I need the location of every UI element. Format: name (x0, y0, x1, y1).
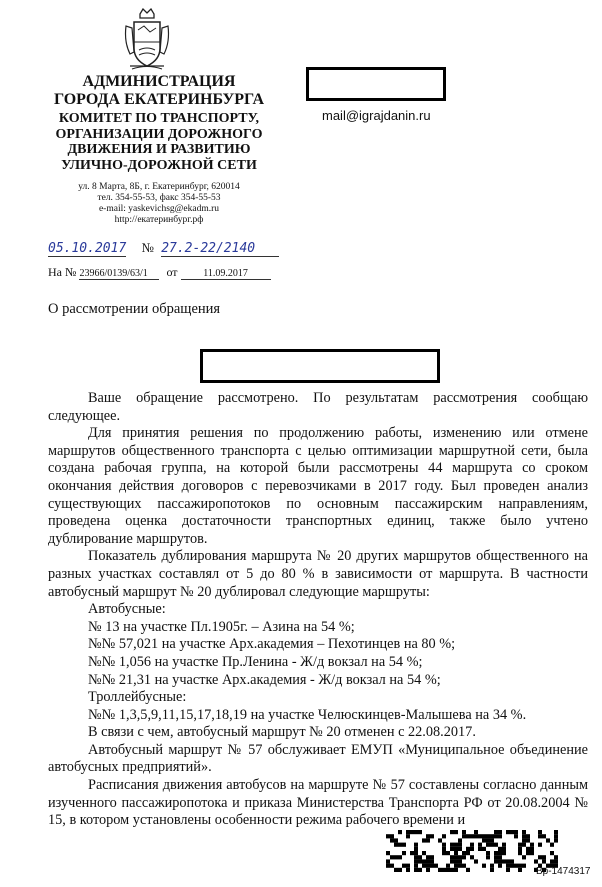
redacted-addressee (200, 349, 440, 383)
paragraph: Ваше обращение рассмотрено. По результатам рассмотрения сообщаю следующее. (48, 390, 588, 424)
trolleybus-routes-label: Троллейбусные: (88, 689, 187, 706)
recipient-email: mail@igrajdanin.ru (322, 108, 431, 123)
dept-line: ОРГАНИЗАЦИИ ДОРОЖНОГО (55, 126, 263, 142)
address-line: тел. 354-55-53, факс 354-55-53 (97, 192, 221, 203)
org-line-2: ГОРОДА ЕКАТЕРИНБУРГА (53, 91, 265, 109)
ref-from-label: от (166, 265, 178, 279)
list-item: № 13 на участке Пл.1905г. – Азина на 54 %; (88, 618, 355, 635)
list-item: №№ 57,021 на участке Арх.академия – Пехотинцев на 80 %; (88, 636, 456, 653)
ref-label: На № (48, 265, 77, 279)
ref-number: 23966/0139/63/1 (79, 268, 159, 280)
address-line: http://екатеринбург.рф (114, 214, 204, 225)
paragraph: Автобусный маршрут № 57 обслуживает ЕМУП «Муниципальное объединение автобусных предприятий». (48, 741, 588, 776)
letter-body (48, 390, 588, 830)
org-line-1: АДМИНИСТРАЦИЯ (82, 73, 236, 90)
incoming-reference (48, 265, 271, 280)
paragraph: Для принятия решения по продолжению работы, изменению или отмене маршрутов общественного транспорта с целью оптимизации маршрутной сети, была создана рабочая группа, на которой были рассмотрены 44 маршрута со сроком окончания действия договоров с перевозчиками в 2017 году. Был проведен анализ существующих пассажиропотоков по основным пассажирским направлениям, проведена оценка достаточности транспортных единиц, также было учтено дублирование маршрутов. (48, 425, 588, 547)
address-line: e-mail: yaskevichsg@ekadm.ru (98, 203, 220, 214)
letter-subject: О рассмотрении обращения (48, 301, 221, 317)
number-label: № (141, 240, 154, 255)
paragraph: Показатель дублирования маршрута № 20 других маршрутов общественного на разных участках составлял от 5 до 80 % в зависимости от маршрута. В частности автобусный маршрут № 20 дублировал следующие маршруты: (48, 548, 588, 600)
document-barcode (386, 830, 558, 872)
department-name (40, 111, 278, 174)
organization-address (40, 182, 278, 226)
organization-name (40, 73, 278, 109)
redacted-recipient-name (306, 67, 446, 101)
outgoing-registration (48, 240, 279, 257)
address-line: ул. 8 Марта, 8Б, г. Екатеринбург, 620014 (78, 182, 240, 192)
list-item: №№ 21,31 на участке Арх.академия - Ж/д вокзал на 54 %; (88, 671, 441, 688)
document-number: Вр-1474317 (536, 866, 591, 877)
outgoing-number: 27.2-22/2140 (161, 241, 279, 257)
city-coat-of-arms-emblem (122, 8, 172, 72)
list-item: №№ 1,056 на участке Пр.Ленина - Ж/д вокзал на 54 %; (88, 653, 423, 670)
outgoing-date: 05.10.2017 (48, 241, 127, 256)
dept-line: ДВИЖЕНИЯ И РАЗВИТИЮ (67, 142, 251, 158)
paragraph: В связи с чем, автобусный маршрут № 20 отменен с 22.08.2017. (88, 724, 476, 741)
dept-line: УЛИЧНО-ДОРОЖНОЙ СЕТИ (61, 158, 257, 174)
list-item: №№ 1,3,5,9,11,15,17,18,19 на участке Челюскинцев-Малышева на 34 %. (88, 706, 527, 723)
dept-line: КОМИТЕТ ПО ТРАНСПОРТУ, (58, 111, 260, 126)
bus-routes-label: Автобусные: (88, 601, 166, 618)
paragraph: Расписания движения автобусов на маршруте № 57 составлены согласно данным изученного пассажиропотока и приказа Министерства Транспорта РФ от 20.08.2004 № 15, в котором установлены особенности режима рабочего времени и (48, 777, 588, 829)
ref-date: 11.09.2017 (181, 268, 271, 280)
